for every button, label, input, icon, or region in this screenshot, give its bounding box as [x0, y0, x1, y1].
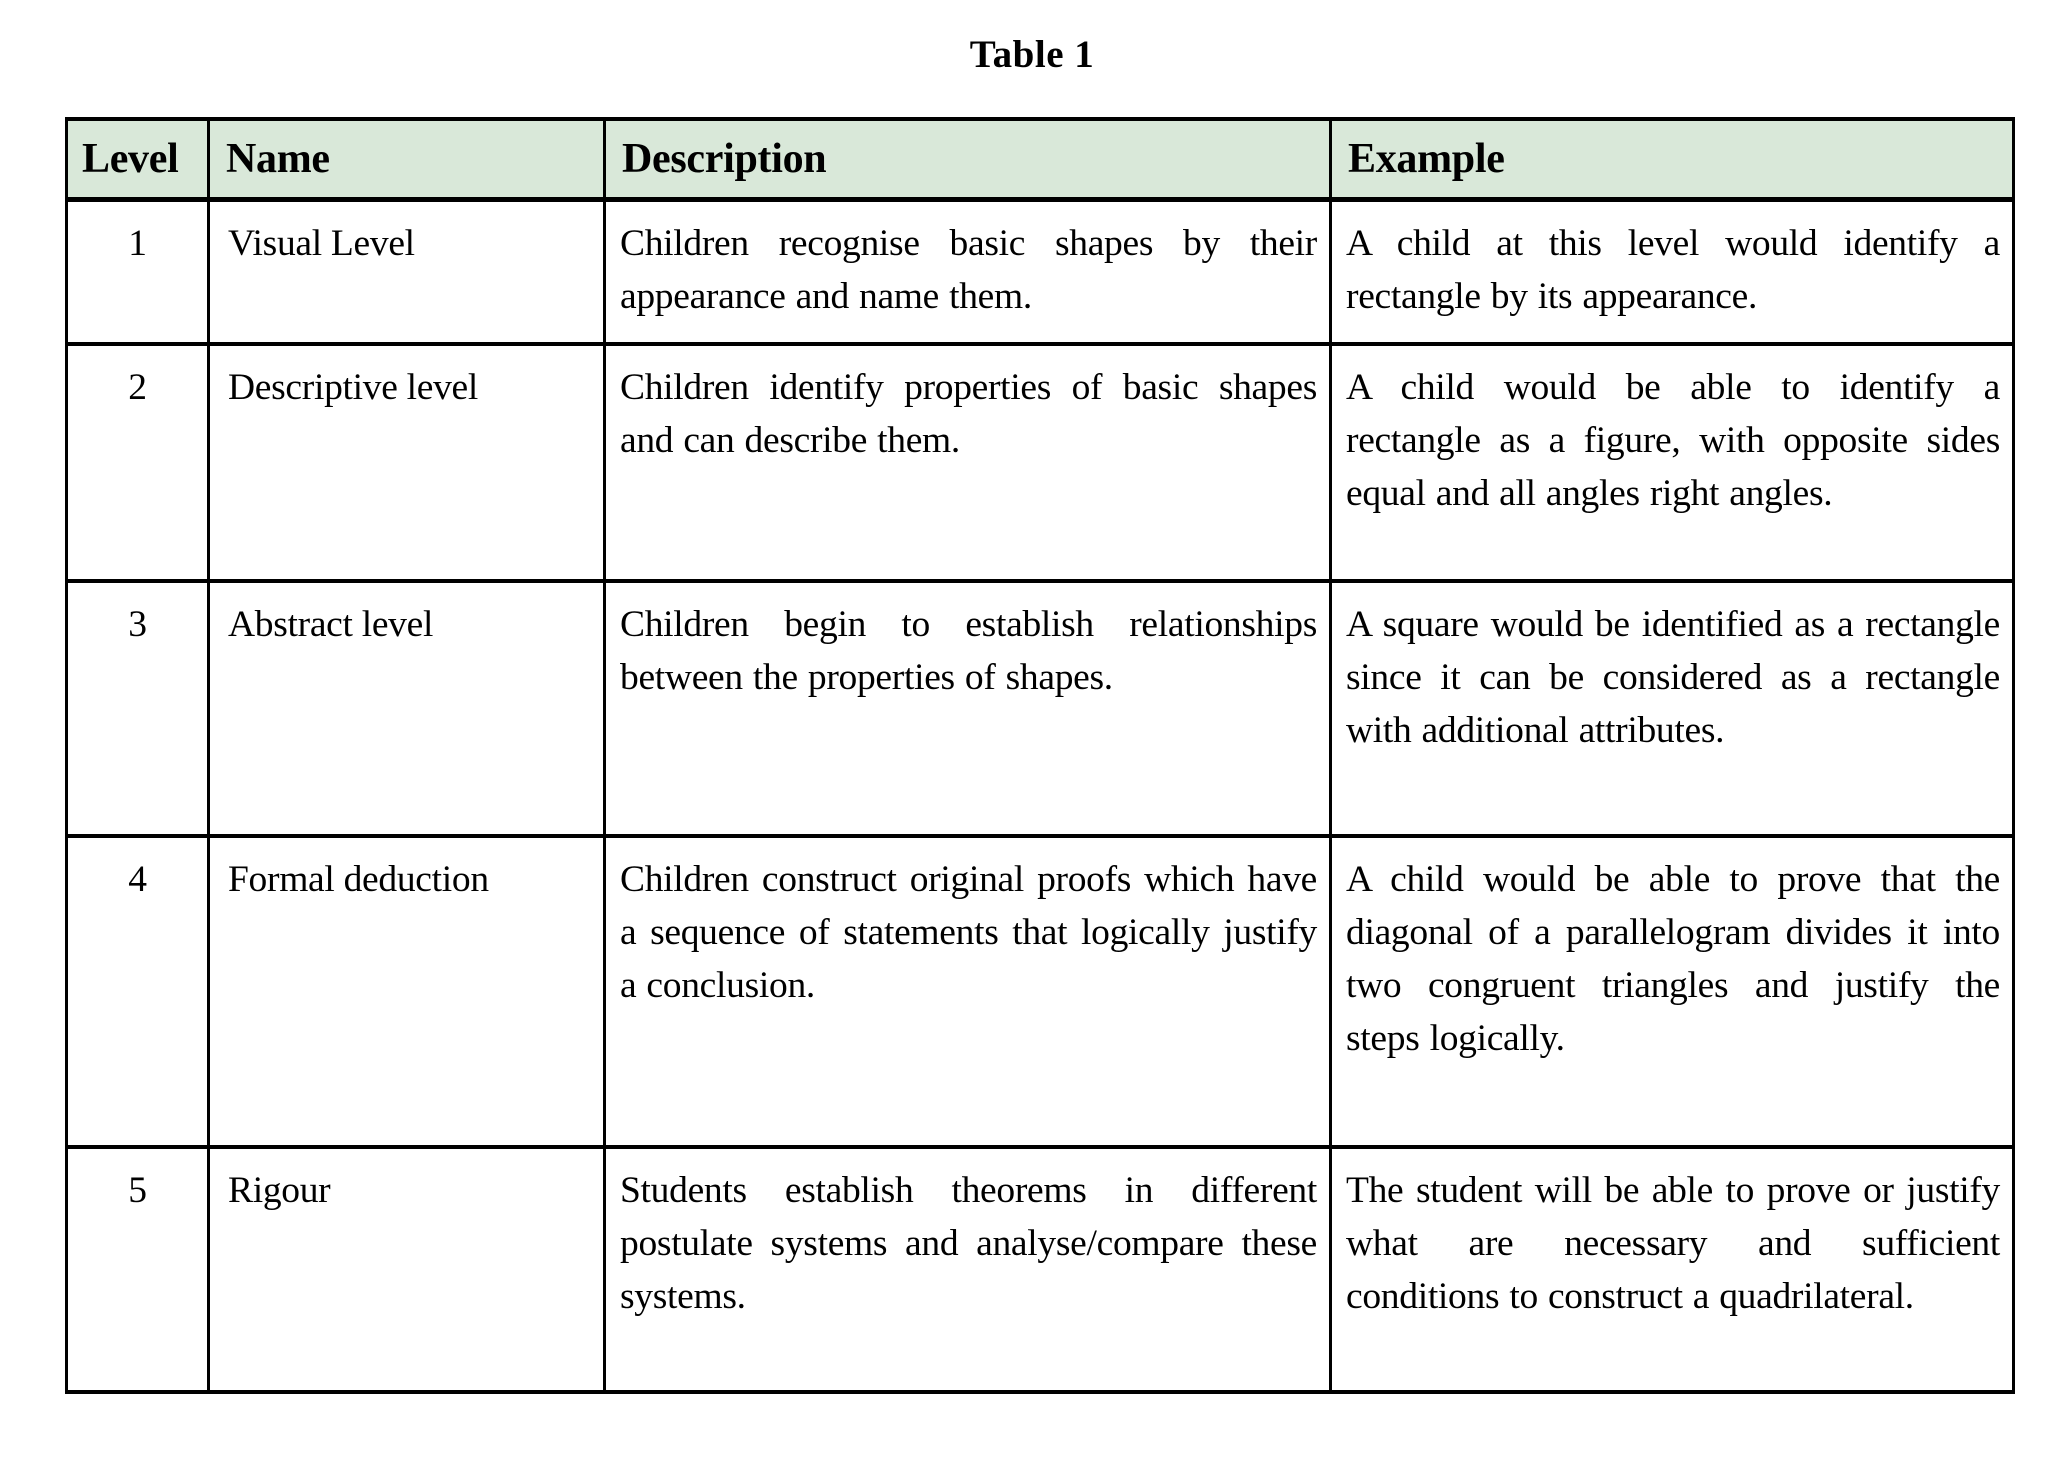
table-caption: Table 1	[969, 33, 1095, 76]
cell-name: Visual Level	[209, 199, 605, 344]
header-row	[67, 119, 2014, 199]
cell-description: Children begin to establish relationships between the properties of shapes.	[605, 581, 1331, 836]
cell-name: Formal deduction	[209, 836, 605, 1147]
cell-level: 5	[67, 1147, 209, 1392]
table-row	[67, 836, 2014, 1147]
column-header-name: Name	[209, 119, 605, 199]
column-header-description: Description	[605, 119, 1331, 199]
cell-description: Children construct original proofs which have a sequence of statements that logically justify a conclusion.	[605, 836, 1331, 1147]
column-header-example: Example	[1331, 119, 2014, 199]
table-row	[67, 344, 2014, 581]
cell-name: Descriptive level	[209, 344, 605, 581]
cell-name: Abstract level	[209, 581, 605, 836]
column-header-level: Level	[67, 119, 209, 199]
cell-level: 2	[67, 344, 209, 581]
cell-description: Children identify properties of basic shapes and can describe them.	[605, 344, 1331, 581]
cell-name: Rigour	[209, 1147, 605, 1392]
van-hiele-levels-table	[65, 117, 2015, 1394]
cell-example: A child would be able to prove that the diagonal of a parallelogram divides it into two congruent triangles and justify the steps logically.	[1331, 836, 2014, 1147]
cell-example: A square would be identified as a rectangle since it can be considered as a rectangle with additional attributes.	[1331, 581, 2014, 836]
cell-example: A child at this level would identify a rectangle by its appearance.	[1331, 199, 2014, 344]
cell-level: 4	[67, 836, 209, 1147]
cell-description: Children recognise basic shapes by their appearance and name them.	[605, 199, 1331, 344]
table-row	[67, 1147, 2014, 1392]
table-row	[67, 581, 2014, 836]
table-row	[67, 199, 2014, 344]
cell-level: 3	[67, 581, 209, 836]
cell-level: 1	[67, 199, 209, 344]
cell-description: Students establish theorems in different postulate systems and analyse/compare these systems.	[605, 1147, 1331, 1392]
cell-example: A child would be able to identify a rectangle as a figure, with opposite sides equal and all angles right angles.	[1331, 344, 2014, 581]
cell-example: The student will be able to prove or justify what are necessary and sufficient conditions to construct a quadrilateral.	[1331, 1147, 2014, 1392]
